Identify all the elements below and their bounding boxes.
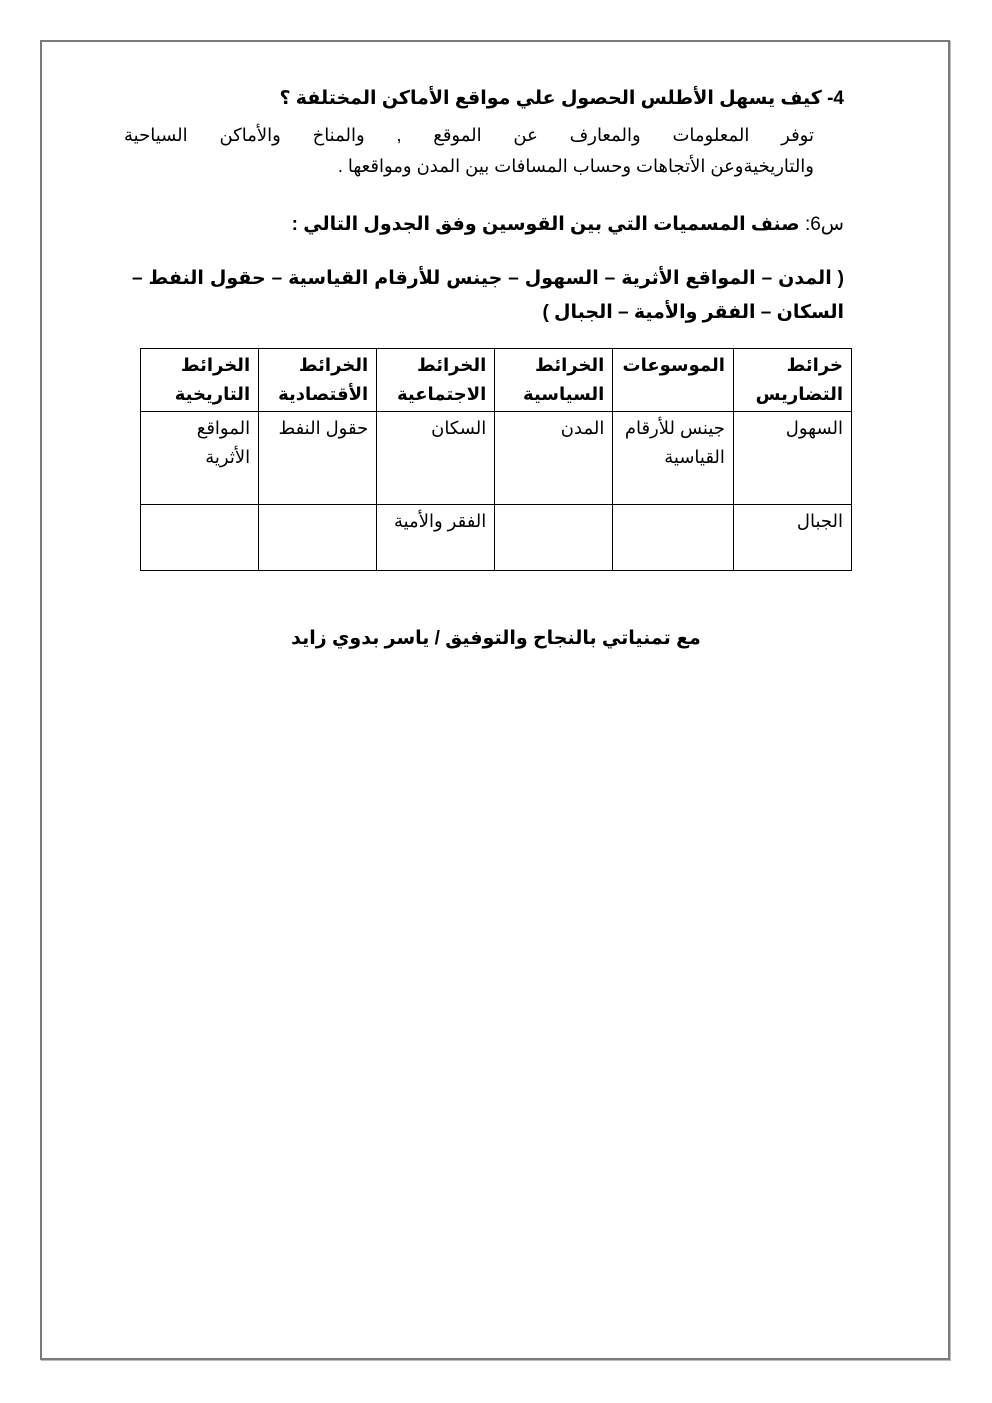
table-cell xyxy=(495,505,613,571)
header-encyclopedias: الموسوعات xyxy=(613,349,734,412)
classification-table xyxy=(140,348,852,571)
header-topographic-maps: خرائط التضاريس xyxy=(733,349,851,412)
question-6-prefix: س6: xyxy=(804,214,844,235)
table-cell: الفقر والأمية xyxy=(377,505,495,571)
table-cell: الجبال xyxy=(733,505,851,571)
question-4-title: 4- كيف يسهل الأطلس الحصول علي مواقع الأماكن المختلفة ؟ xyxy=(279,88,844,109)
table-cell: السهول xyxy=(733,412,851,505)
table-cell: حقول النفط xyxy=(259,412,377,505)
header-social-maps: الخرائط الاجتماعية xyxy=(377,349,495,412)
question-6-text: صنف المسميات التي بين القوسين وفق الجدول التالي : xyxy=(291,214,800,235)
answer-line-2: والتاريخيةوعن الأتجاهات وحساب المسافات بين المدن ومواقعها . xyxy=(337,156,814,176)
table-cell: جينس للأرقام القياسية xyxy=(613,412,734,505)
table-cell: السكان xyxy=(377,412,495,505)
header-economic-maps: الخرائط الأقتصادية xyxy=(259,349,377,412)
table-cell xyxy=(613,505,734,571)
terms-list xyxy=(132,262,844,330)
closing-note: مع تمنياتي بالنجاح والتوفيق / ياسر بدوي زايد xyxy=(291,628,701,649)
table-cell xyxy=(141,505,259,571)
table-row xyxy=(141,412,852,505)
answer-line-1: توفر المعلومات والمعارف عن الموقع , والمناخ والأماكن السياحية xyxy=(124,125,814,145)
table-header-row xyxy=(141,349,852,412)
terms-line-2: السكان – الفقر والأمية – الجبال ) xyxy=(542,302,844,323)
table-cell: المواقع الأثرية xyxy=(141,412,259,505)
table-row xyxy=(141,505,852,571)
question-6-title xyxy=(124,210,844,240)
table-cell: المدن xyxy=(495,412,613,505)
terms-line-1: ( المدن – المواقع الأثرية – السهول – جينس للأرقام القياسية – حقول النفط – xyxy=(132,268,844,289)
header-historical-maps: الخرائط التاريخية xyxy=(141,349,259,412)
question-4-answer xyxy=(124,120,814,182)
table-cell xyxy=(259,505,377,571)
header-political-maps: الخرائط السياسية xyxy=(495,349,613,412)
